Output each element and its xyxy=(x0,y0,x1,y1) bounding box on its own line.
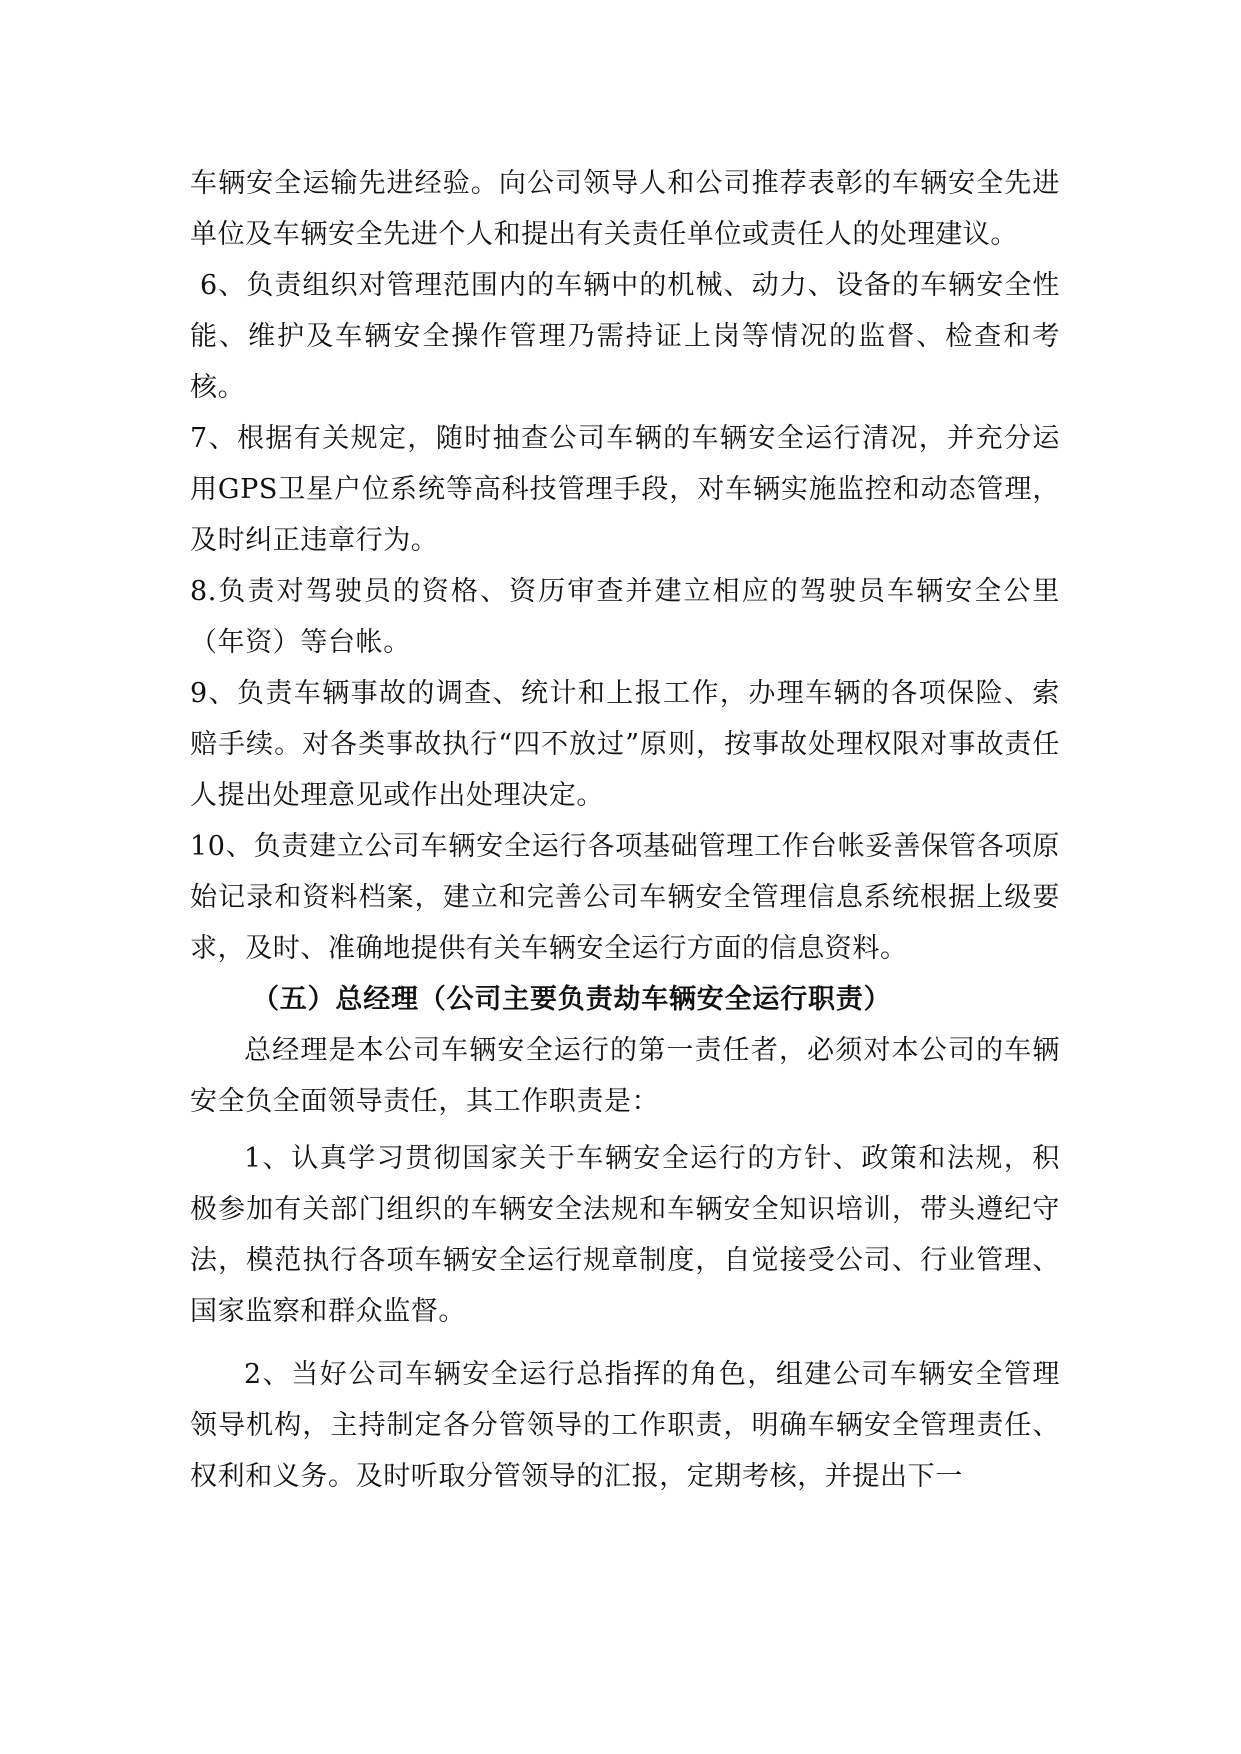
paragraph-continuation: 车辆安全运输先进经验。向公司领导人和公司推荐表彰的车辆安全先进单位及车辆安全先进个人和提出有关责任单位或责任人的处理建议。 xyxy=(190,168,1060,250)
document-body xyxy=(190,158,1060,1502)
paragraph-intro: 总经理是本公司车辆安全运行的第一责任者，必须对本公司的车辆安全负全面领导责任，其工作职责是： xyxy=(190,1035,1060,1117)
paragraph-item-9: 9、负责车辆事故的调查、统计和上报工作，办理车辆的各项保险、索赔手续。对各类事故执行“四不放过”原则，按事故处理权限对事故责任人提出处理意见或作出处理决定。 xyxy=(190,678,1060,811)
paragraph-item-7: 7、根据有关规定，随时抽查公司车辆的车辆安全运行清况，并充分运用GPS卫星户位系统等高科技管理手段，对车辆实施监控和动态管理，及时纠正违章行为。 xyxy=(190,423,1060,556)
paragraph-item-10: 10、负责建立公司车辆安全运行各项基础管理工作台帐妥善保管各项原始记录和资料档案，建立和完善公司车辆安全管理信息系统根据上级要求，及时、准确地提供有关车辆安全运行方面的信息资料。 xyxy=(190,831,1060,964)
section-heading: （五）总经理（公司主要负责劫车辆安全运行职责） xyxy=(252,984,892,1015)
paragraph-duty-1: 1、认真学习贯彻国家关于车辆安全运行的方针、政策和法规，积极参加有关部门组织的车辆安全法规和车辆安全知识培训，带头遵纪守法，模范执行各项车辆安全运行规章制度，自觉接受公司、行业管理、国家监察和群众监督。 xyxy=(190,1143,1060,1327)
paragraph-duty-2: 2、当好公司车辆安全运行总指挥的角色，组建公司车辆安全管理领导机构，主持制定各分管领导的工作职责，明确车辆安全管理责任、权利和义务。及时听取分管领导的汇报，定期考核，并提出下一 xyxy=(190,1359,1060,1492)
paragraph-item-6: 6、负责组织对管理范围内的车辆中的机械、动力、设备的车辆安全性能、维护及车辆安全操作管理乃需持证上岗等情况的监督、检查和考核。 xyxy=(190,270,1060,403)
paragraph-item-8: 8.负责对驾驶员的资格、资历审查并建立相应的驾驶员车辆安全公里（年资）等台帐。 xyxy=(190,576,1060,658)
